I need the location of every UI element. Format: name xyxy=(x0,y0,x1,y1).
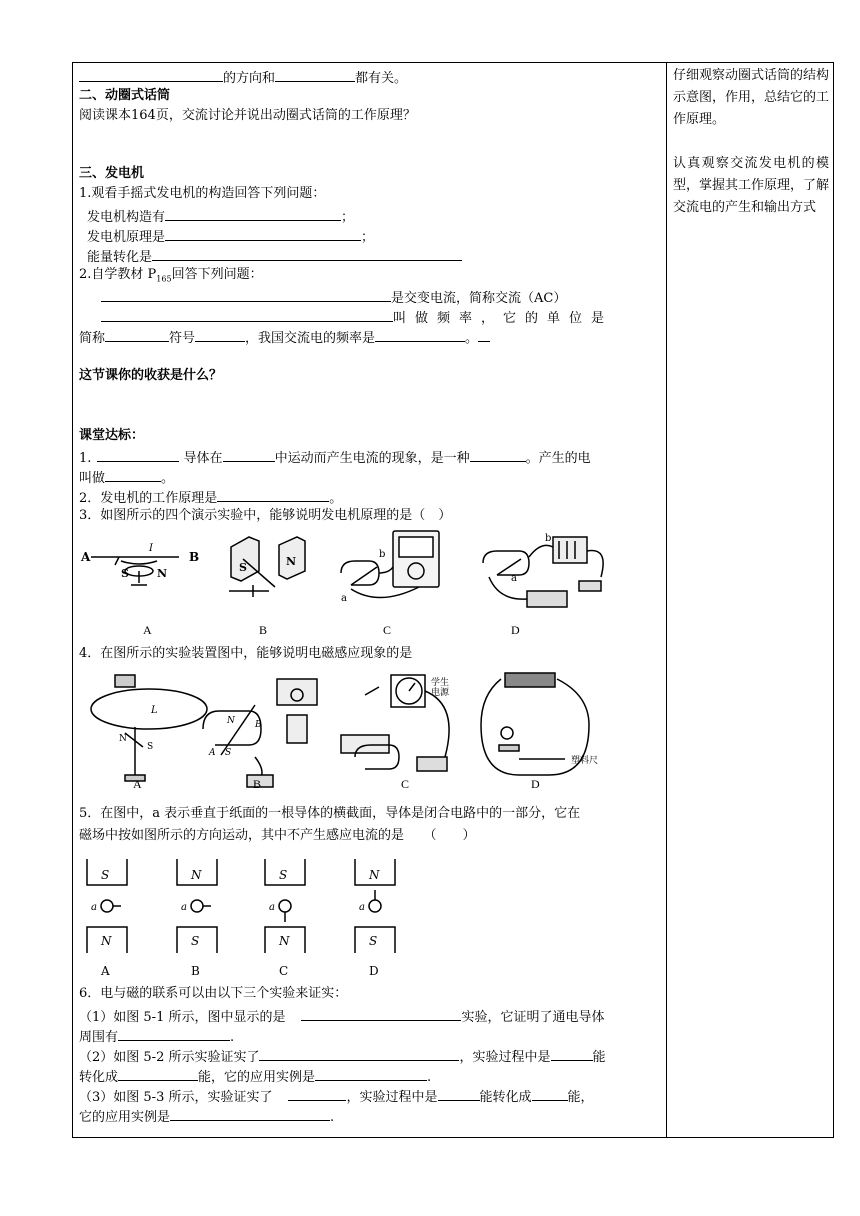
fig3-caption-a: A xyxy=(143,623,152,637)
fig4c-label2: 电源 xyxy=(431,688,450,698)
blank[interactable] xyxy=(101,307,393,322)
fig4b-n: N xyxy=(227,716,235,726)
fig5-panel-3 xyxy=(355,859,395,978)
blank[interactable] xyxy=(105,327,169,342)
conductor-circle xyxy=(279,900,291,912)
practice-5a: 5．在图中，a 表示垂直于纸面的一根导体的横截面，导体是闭合电路中的一部分，它在 xyxy=(79,806,581,821)
column-divider xyxy=(666,63,667,1137)
text: 简称 xyxy=(79,331,106,346)
fig4-caption-d: D xyxy=(531,777,540,791)
figure-q3 xyxy=(79,527,661,643)
practice-6-1 xyxy=(79,1006,605,1027)
fig4b-s: S xyxy=(225,748,232,758)
practice-6-1-cont xyxy=(79,1026,234,1047)
blank[interactable] xyxy=(165,206,341,221)
blank[interactable] xyxy=(259,1046,459,1061)
magnet-bottom-pole: S xyxy=(191,934,200,948)
conductor-label: a xyxy=(359,902,365,913)
text: 能，它的应用实例是 xyxy=(198,1070,316,1085)
practice-5b: 磁场中按如图所示的方向运动，其中不产生感应电流的是 （ ） xyxy=(79,828,476,843)
line-direction xyxy=(79,67,407,88)
text: 中运动而产生电流的现象，是一种 xyxy=(274,451,470,466)
text: ； xyxy=(341,210,355,225)
text: 。 xyxy=(161,471,175,486)
blank[interactable] xyxy=(152,246,462,261)
text: 。 xyxy=(329,491,343,506)
blank[interactable] xyxy=(470,447,526,462)
magnet-bottom-pole: N xyxy=(101,934,112,948)
fig4-caption-c: C xyxy=(401,777,410,791)
text: （1）如图 5-1 所示，图中显示的是 xyxy=(79,1010,286,1025)
q2-ac xyxy=(101,287,566,308)
text: 能 xyxy=(592,1050,606,1065)
text: 实验，它证明了通电导体 xyxy=(461,1010,605,1025)
blank[interactable] xyxy=(223,447,275,462)
text: 叫做 xyxy=(79,471,106,486)
fig4-caption-a: A xyxy=(133,777,142,791)
text: 的方向和 xyxy=(223,71,276,86)
text: 它的应用实例是 xyxy=(79,1110,171,1125)
magnet-top-pole: N xyxy=(191,868,202,882)
blank[interactable] xyxy=(275,67,355,82)
text: 能， xyxy=(567,1090,594,1105)
text: 周围有 xyxy=(79,1030,119,1045)
figure-q4 xyxy=(79,665,661,795)
section-heading-microphone: 二、动圈式话筒 xyxy=(79,88,171,103)
fig4-caption-b: B xyxy=(253,777,262,791)
worksheet-table xyxy=(72,62,834,1138)
fig3b-n: N xyxy=(286,555,297,568)
fig3-a-label: A xyxy=(81,550,91,564)
blank[interactable] xyxy=(478,327,490,342)
blank[interactable] xyxy=(170,1106,330,1121)
text: 叫做频率，它的单位是 xyxy=(393,311,614,326)
magnet-top-pole: S xyxy=(279,868,288,882)
practice-3: 3．如图所示的四个演示实验中，能够说明发电机原理的是（ ） xyxy=(79,508,452,523)
magnet-top-pole: N xyxy=(369,868,380,882)
text: 。 xyxy=(465,331,479,346)
fig5-panel-0 xyxy=(87,859,127,978)
text: 转化成 xyxy=(79,1070,119,1085)
microphone-question: 阅读课本164页，交流讨论并说出动圈式话筒的工作原理？ xyxy=(79,108,416,123)
text: 2.自学教材 P xyxy=(79,267,157,282)
fig3d-b: b xyxy=(545,533,552,544)
fig3-i-label: I xyxy=(149,543,153,554)
figure-q4-drawing xyxy=(79,665,661,795)
magnet-bottom-pole: S xyxy=(369,934,378,948)
text: 能转化成 xyxy=(479,1090,532,1105)
section-heading-generator: 三、发电机 xyxy=(79,166,145,181)
fig5-caption: D xyxy=(369,964,379,978)
text: 是交变电流，简称交流（AC） xyxy=(391,291,567,306)
text: . xyxy=(230,1030,235,1045)
text: . xyxy=(427,1070,432,1085)
text: 1. xyxy=(79,451,92,466)
text: ，实验过程中是 xyxy=(459,1050,551,1065)
fig4a-n: N xyxy=(119,734,127,744)
figure-q5 xyxy=(79,855,661,979)
text: 都有关。 xyxy=(355,71,408,86)
practice-1-cont xyxy=(79,467,174,488)
fig4d-label: 塑料尺 xyxy=(571,756,599,766)
side-notes-column xyxy=(673,65,829,219)
fig3c-b: b xyxy=(379,549,386,560)
blank[interactable] xyxy=(79,67,223,82)
fig4a-l: L xyxy=(151,705,158,716)
conductor-label: a xyxy=(269,902,275,913)
practice-2 xyxy=(79,487,342,508)
blank[interactable] xyxy=(165,226,361,241)
fig5-caption: B xyxy=(191,964,200,978)
fig3-caption-c: C xyxy=(383,623,392,637)
q2-frequency xyxy=(79,307,661,328)
practice-6-2-cont xyxy=(79,1066,431,1087)
fig3-caption-b: B xyxy=(259,623,268,637)
text: 发电机构造有 xyxy=(87,210,166,225)
text: ，实验过程中是 xyxy=(346,1090,438,1105)
question-1: 1.观看手摇式发电机的构造回答下列问题： xyxy=(79,186,326,201)
fig3-caption-d: D xyxy=(511,623,520,637)
fig4a-s: S xyxy=(147,742,154,752)
fig4c-label: 学生 xyxy=(431,678,450,688)
blank[interactable] xyxy=(105,467,161,482)
practice-4: 4．在图所示的实验装置图中，能够说明电磁感应现象的是 xyxy=(79,646,413,661)
blank[interactable] xyxy=(101,287,391,302)
blank[interactable] xyxy=(288,1086,346,1101)
figure-q5-drawing xyxy=(79,855,479,979)
magnet-bottom-pole: N xyxy=(279,934,290,948)
q1-principle xyxy=(87,226,374,247)
magnet-top-pole: S xyxy=(101,868,110,882)
q2-unit xyxy=(79,327,490,348)
note-microphone: 仔细观察动圈式话筒的结构示意图，作用，总结它的工作原理。 xyxy=(673,68,830,127)
fig3-b-label: B xyxy=(189,550,200,564)
text: 能量转化是 xyxy=(87,250,153,265)
blank[interactable] xyxy=(118,1026,230,1041)
blank[interactable] xyxy=(375,327,465,342)
practice-6-2 xyxy=(79,1046,606,1067)
conductor-circle xyxy=(369,900,381,912)
text: . xyxy=(330,1110,335,1125)
conductor-label: a xyxy=(181,902,187,913)
note-generator: 认真观察交流发电机的模型，掌握其工作原理，了解交流电的产生和输出方式 xyxy=(673,156,830,215)
q1-energy xyxy=(87,246,462,267)
q1-structure xyxy=(87,206,354,227)
practice-heading: 课堂达标： xyxy=(79,428,145,443)
fig4b-a: A xyxy=(209,748,216,758)
fig4b-b: B xyxy=(255,720,262,730)
text: 发电机原理是 xyxy=(87,230,166,245)
fig3-n-label: N xyxy=(157,567,168,580)
figure-q3-drawing xyxy=(79,527,661,643)
blank[interactable] xyxy=(551,1046,593,1061)
question-2 xyxy=(79,266,263,289)
blank[interactable] xyxy=(195,327,245,342)
text: （2）如图 5-2 所示实验证实了 xyxy=(79,1050,260,1065)
conductor-circle xyxy=(191,900,203,912)
blank[interactable] xyxy=(118,1066,198,1081)
text: ，我国交流电的频率是 xyxy=(245,331,376,346)
blank[interactable] xyxy=(217,487,329,502)
fig5-caption: C xyxy=(279,964,289,978)
blank[interactable] xyxy=(532,1086,568,1101)
harvest-question: 这节课你的收获是什么？ xyxy=(79,368,223,383)
blank[interactable] xyxy=(315,1066,427,1081)
fig3c-a: a xyxy=(341,593,347,604)
fig5-caption: A xyxy=(101,964,110,978)
blank[interactable] xyxy=(301,1006,461,1021)
fig3-s-label: S xyxy=(121,567,129,580)
text: 导体在 xyxy=(183,451,223,466)
fig5-panel-2 xyxy=(265,859,305,978)
practice-6-3-cont xyxy=(79,1106,334,1127)
conductor-label: a xyxy=(91,902,97,913)
text: ； xyxy=(361,230,375,245)
text: 。产生的电 xyxy=(525,451,591,466)
blank[interactable] xyxy=(97,447,179,462)
practice-1 xyxy=(79,447,591,468)
fig3d-a: a xyxy=(511,573,517,584)
text: 符号 xyxy=(169,331,196,346)
blank[interactable] xyxy=(438,1086,480,1101)
fig3b-s: S xyxy=(239,561,247,574)
text: （3）如图 5-3 所示，实验证实了 xyxy=(79,1090,273,1105)
text: 2．发电机的工作原理是 xyxy=(79,491,218,506)
conductor-circle xyxy=(101,900,113,912)
fig5-panel-1 xyxy=(177,859,217,978)
subscript: 165 xyxy=(156,274,172,284)
practice-6-3 xyxy=(79,1086,594,1107)
practice-6: 6．电与磁的联系可以由以下三个实验来证实： xyxy=(79,986,348,1001)
text: 回答下列问题： xyxy=(171,267,263,282)
